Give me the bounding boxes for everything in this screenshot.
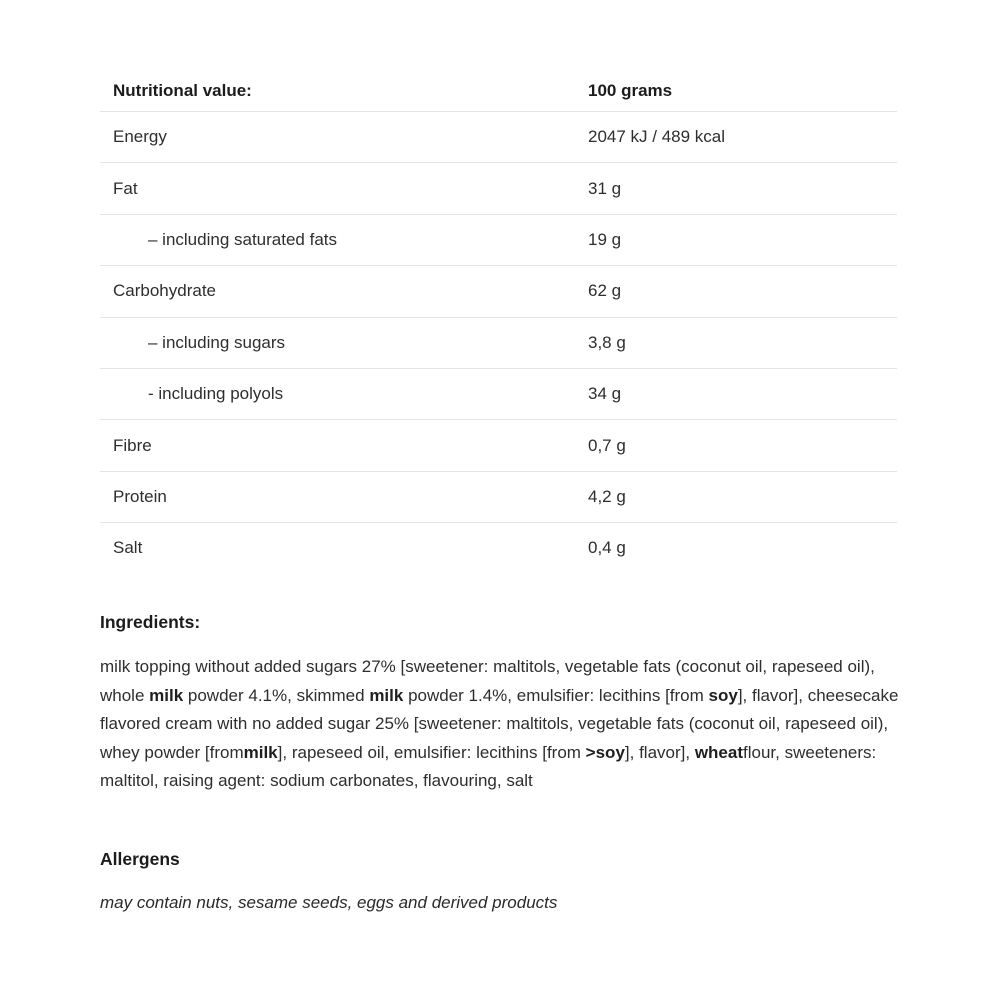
table-row — [100, 523, 897, 573]
row-value: 34 g — [588, 384, 622, 404]
row-label: Salt — [113, 538, 143, 558]
table-row — [100, 369, 897, 420]
row-label: – including sugars — [148, 332, 286, 352]
nutrition-table — [100, 70, 897, 574]
row-label: Protein — [113, 486, 167, 506]
table-row — [100, 266, 897, 317]
table-row — [100, 318, 897, 369]
row-value: 19 g — [588, 229, 622, 249]
row-label: Energy — [113, 127, 167, 147]
row-value: 31 g — [588, 178, 622, 198]
ingredients-heading: Ingredients: — [100, 612, 201, 632]
row-value: 62 g — [588, 281, 622, 301]
allergens-text: may contain nuts, sesame seeds, eggs and derived products — [100, 893, 558, 912]
row-label: - including polyols — [148, 384, 284, 404]
row-value: 0,4 g — [588, 538, 626, 558]
table-row — [100, 420, 897, 471]
table-row — [100, 112, 897, 163]
row-value: 2047 kJ / 489 kcal — [588, 127, 726, 147]
row-value: 4,2 g — [588, 486, 626, 506]
row-label: Carbohydrate — [113, 281, 217, 301]
table-row — [100, 472, 897, 523]
header-value: 100 grams — [588, 80, 673, 100]
row-label: – including saturated fats — [148, 229, 338, 249]
allergens-heading: Allergens — [100, 849, 180, 869]
row-label: Fat — [113, 178, 138, 198]
row-value: 0,7 g — [588, 435, 626, 455]
ingredients-text: milk topping without added sugars 27% [sweetener: maltitols, vegetable fats (coconut oil, rapeseed oil), whole milk powder 4.1%, skimmed milk powder 1.4%, emulsifier: lecithins [from soy], flavor], cheesecake flavored cream with no added sugar 25% [sweetener: maltitols, vegetable fats (coconut oil, rapeseed oil), whey powder [frommilk], rapeseed oil, emulsifier: lecithins [from >soy], flavor], wheatflour, sweeteners: maltitol, raising agent: sodium carbonates, flavouring, salt — [100, 657, 899, 791]
table-row — [100, 163, 897, 214]
row-value: 3,8 g — [588, 332, 626, 352]
nutrition-table-header — [100, 70, 897, 112]
row-label: Fibre — [113, 435, 152, 455]
header-label: Nutritional value: — [113, 80, 252, 100]
table-row — [100, 215, 897, 266]
